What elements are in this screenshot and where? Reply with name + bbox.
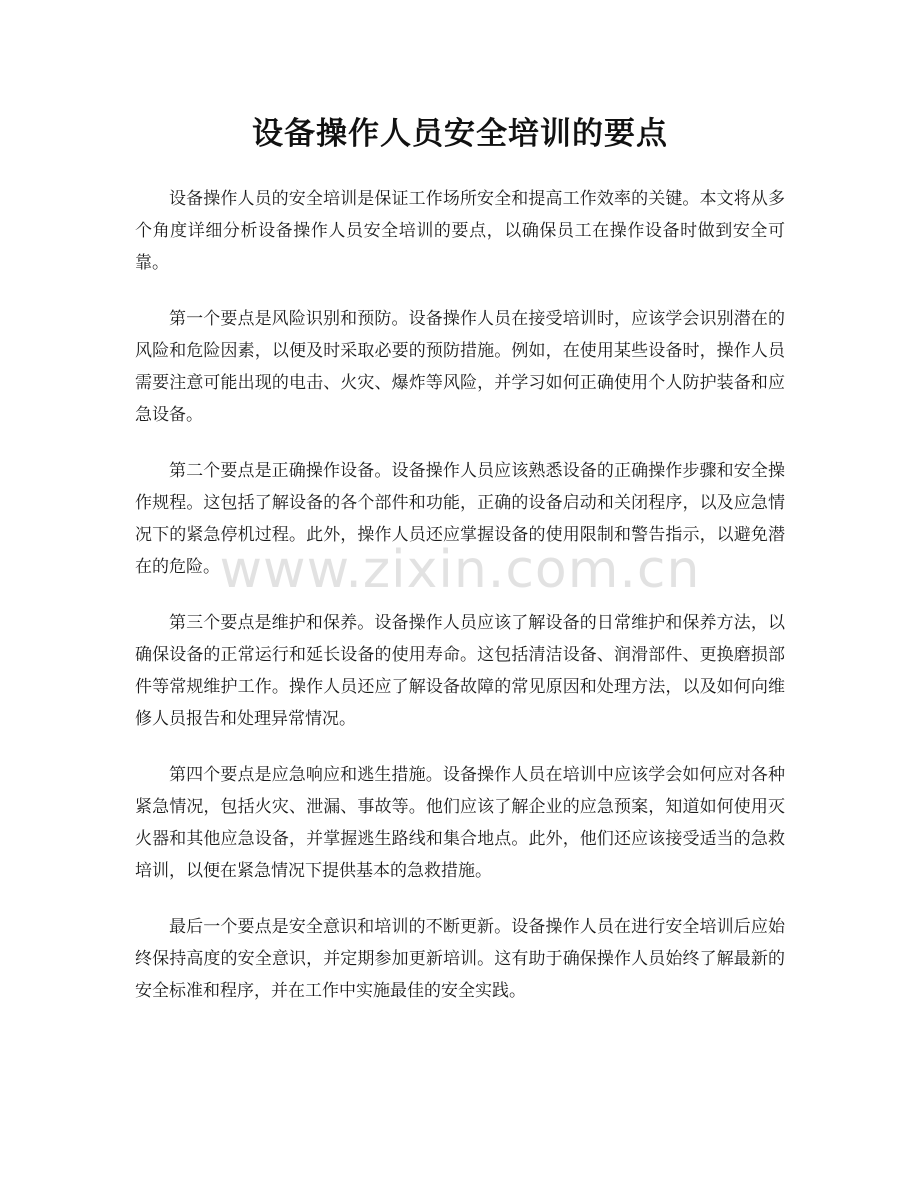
paragraph-point-1: 第一个要点是风险识别和预防。设备操作人员在接受培训时，应该学会识别潜在的风险和危险因素，以便及时采取必要的预防措施。例如，在使用某些设备时，操作人员需要注意可能出现的电击、火灾、爆炸等风险，并学习如何正确使用个人防护装备和应急设备。 bbox=[135, 309, 785, 425]
paragraph-point-4: 第四个要点是应急响应和逃生措施。设备操作人员在培训中应该学会如何应对各种紧急情况，包括火灾、泄漏、事故等。他们应该了解企业的应急预案，知道如何使用灭火器和其他应急设备，并掌握逃生路线和集合地点。此外，他们还应该接受适当的急救培训，以便在紧急情况下提供基本的急救措施。 bbox=[135, 765, 785, 881]
document-title: 设备操作人员安全培训的要点 bbox=[252, 116, 668, 152]
document-body bbox=[135, 183, 785, 1031]
paragraph-intro: 设备操作人员的安全培训是保证工作场所安全和提高工作效率的关键。本文将从多个角度详细分析设备操作人员安全培训的要点，以确保员工在操作设备时做到安全可靠。 bbox=[135, 189, 785, 273]
paragraph-point-3: 第三个要点是维护和保养。设备操作人员应该了解设备的日常维护和保养方法，以确保设备的正常运行和延长设备的使用寿命。这包括清洁设备、润滑部件、更换磨损部件等常规维护工作。操作人员还应了解设备故障的常见原因和处理方法，以及如何向维修人员报告和处理异常情况。 bbox=[135, 613, 785, 729]
paragraph-point-5: 最后一个要点是安全意识和培训的不断更新。设备操作人员在进行安全培训后应始终保持高度的安全意识，并定期参加更新培训。这有助于确保操作人员始终了解最新的安全标准和程序，并在工作中实施最佳的安全实践。 bbox=[135, 917, 785, 1001]
paragraph-point-2: 第二个要点是正确操作设备。设备操作人员应该熟悉设备的正确操作步骤和安全操作规程。这包括了解设备的各个部件和功能，正确的设备启动和关闭程序，以及应急情况下的紧急停机过程。此外，操作人员还应掌握设备的使用限制和警告指示，以避免潜在的危险。 bbox=[135, 461, 785, 577]
watermark: www.zixin.com.cn bbox=[219, 540, 701, 600]
